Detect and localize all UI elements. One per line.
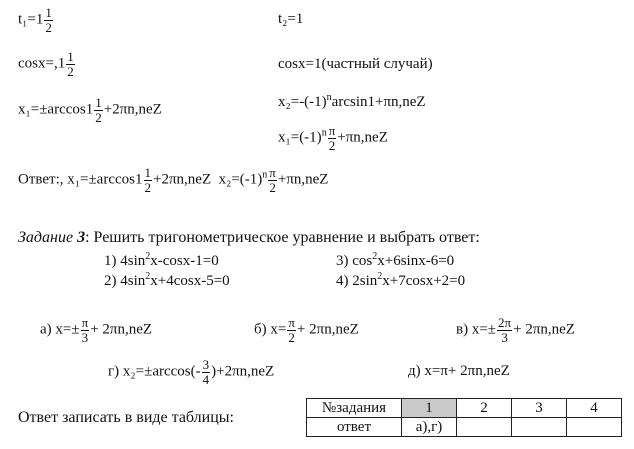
task-text: : Решить тригонометрическое уравнение и выбрать ответ: (85, 229, 480, 246)
answer-line: Ответ:, x₁=±arccos1 $\frac{1}{2}$ +2πn,neZ $x_2=(-1)^n$ $\frac{\pi}{2}$ +πn,neZ (18, 165, 329, 195)
task-label: Задание (18, 229, 74, 246)
header-col-3: 3 (512, 399, 567, 418)
table-instruction: Ответ записать в виде таблицы: (18, 409, 234, 426)
x1b-fraction: $\frac{\pi}{2}$ (328, 123, 336, 153)
answer-fraction-1: $\frac{1}{2}$ (144, 165, 151, 195)
row-label: ответ (307, 418, 402, 437)
table-header-row (307, 399, 622, 418)
answer-cell-3[interactable] (512, 418, 567, 437)
equation-1: 1) $4\sin^2x-\cos x-1=0$ (104, 251, 219, 269)
x1-line: x₁=±arccos1 $\frac{1}{2}$ +2πn,neZ (18, 95, 162, 125)
task-heading (18, 230, 480, 246)
x2-line: $x_2=-(-1)^n\arcsin 1+\pi n,neZ$ (278, 92, 426, 110)
t1-line (18, 6, 54, 34)
answer-cell-1[interactable]: а),г) (402, 418, 457, 437)
t1-label: t₁=1 (18, 11, 44, 28)
answer-cell-2[interactable] (457, 418, 512, 437)
header-col-4: 4 (567, 399, 622, 418)
equation-2: 2) $4\sin^2x+4\cos x-5=0$ (104, 271, 230, 289)
cos1-line (18, 50, 76, 78)
option-v: в) x=± $\frac{2\pi}{3}$ + 2πn,neZ (456, 315, 575, 345)
option-d: д) x=π+ 2πn,neZ (408, 363, 510, 379)
answer-table (306, 398, 622, 437)
option-g: г) x₂=±arccos(- $\frac{3}{4}$ )+2πn,neZ (108, 357, 275, 387)
table-answer-row (307, 418, 622, 437)
cos1-fraction: $\frac{1}{2}$ (67, 49, 74, 79)
answer-cell-4[interactable] (567, 418, 622, 437)
header-col-2: 2 (457, 399, 512, 418)
t2-line: t₂=1 (278, 11, 304, 27)
equation-3: 3) $\cos^2x+6\sin x-6=0$ (336, 251, 455, 269)
equation-4: 4) $2\sin^2x+7\cos x+2=0$ (336, 271, 466, 289)
x1b-line: $x_1=(-1)^n$ $\frac{\pi}{2}$ +πn,neZ (278, 123, 388, 153)
answer-fraction-2: $\frac{\pi}{2}$ (269, 165, 276, 195)
x1-fraction: $\frac{1}{2}$ (95, 95, 102, 125)
option-a: а) x=± $\frac{\pi}{3}$ + 2πn,neZ (40, 315, 153, 345)
cos2-line: cosx=1(частный случай) (278, 56, 433, 72)
header-label: №задания (307, 399, 402, 418)
cos1-label: cosx=,1 (18, 55, 66, 72)
option-b: б) x= $\frac{\pi}{2}$ + 2πn,neZ (254, 315, 359, 345)
task-number: 3 (77, 229, 86, 246)
header-col-1: 1 (402, 399, 457, 418)
t1-fraction: $\frac{1}{2}$ (45, 5, 52, 35)
